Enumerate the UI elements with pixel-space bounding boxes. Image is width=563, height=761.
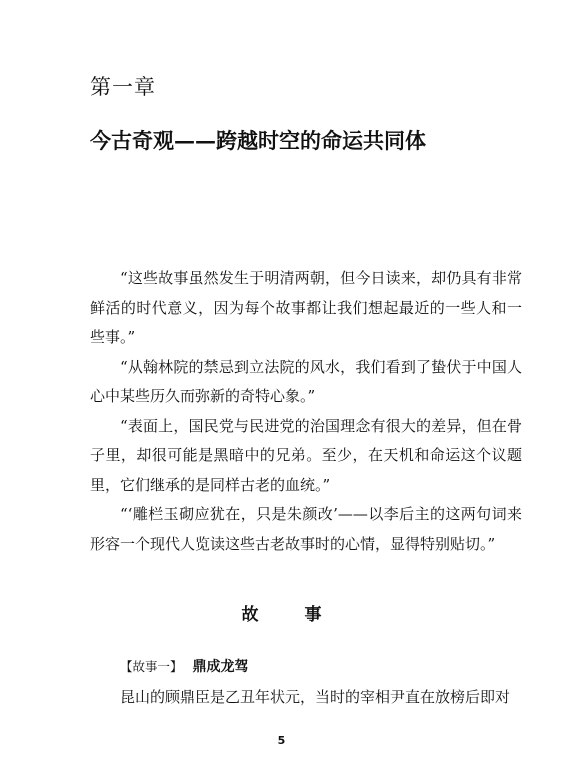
- quote-paragraph: “表面上，国民党与民进党的治国理念有很大的差异，但在骨子里，却很可能是黑暗中的兄弟。至少，在天机和命运这个议题里，它们继承的是同样古老的血统。”: [90, 416, 522, 494]
- story-first-line: 昆山的顾鼎臣是乙丑年状元，当时的宰相尹直在放榜后即对: [120, 688, 511, 706]
- section-heading-char: 事: [304, 605, 322, 625]
- epigraph-quotes: [90, 264, 522, 559]
- section-heading: [0, 604, 563, 626]
- quote-paragraph: “这些故事虽然发生于明清两朝，但今日读来，却仍具有非常鲜活的时代意义，因为每个故事都让我们想起最近的一些人和一些事。”: [90, 269, 522, 346]
- story-tag: 【故事一】: [120, 659, 183, 674]
- chapter-label: 第一章: [90, 75, 156, 99]
- story-name: 鼎成龙驾: [192, 659, 249, 675]
- section-heading-char: 故: [241, 605, 259, 625]
- page-number: 5: [277, 734, 286, 747]
- quote-paragraph: “从翰林院的禁忌到立法院的风水，我们看到了蛰伏于中国人心中某些历久而弥新的奇特心象。”: [90, 357, 522, 405]
- story-header: [120, 656, 249, 678]
- quote-paragraph: “‘雕栏玉砌应犹在，只是朱颜改’——以李后主的这两句词来形容一个现代人览读这些古老故事时的心情，显得特别贴切。”: [90, 505, 522, 553]
- chapter-title: 今古奇观——跨越时空的命运共同体: [90, 128, 426, 153]
